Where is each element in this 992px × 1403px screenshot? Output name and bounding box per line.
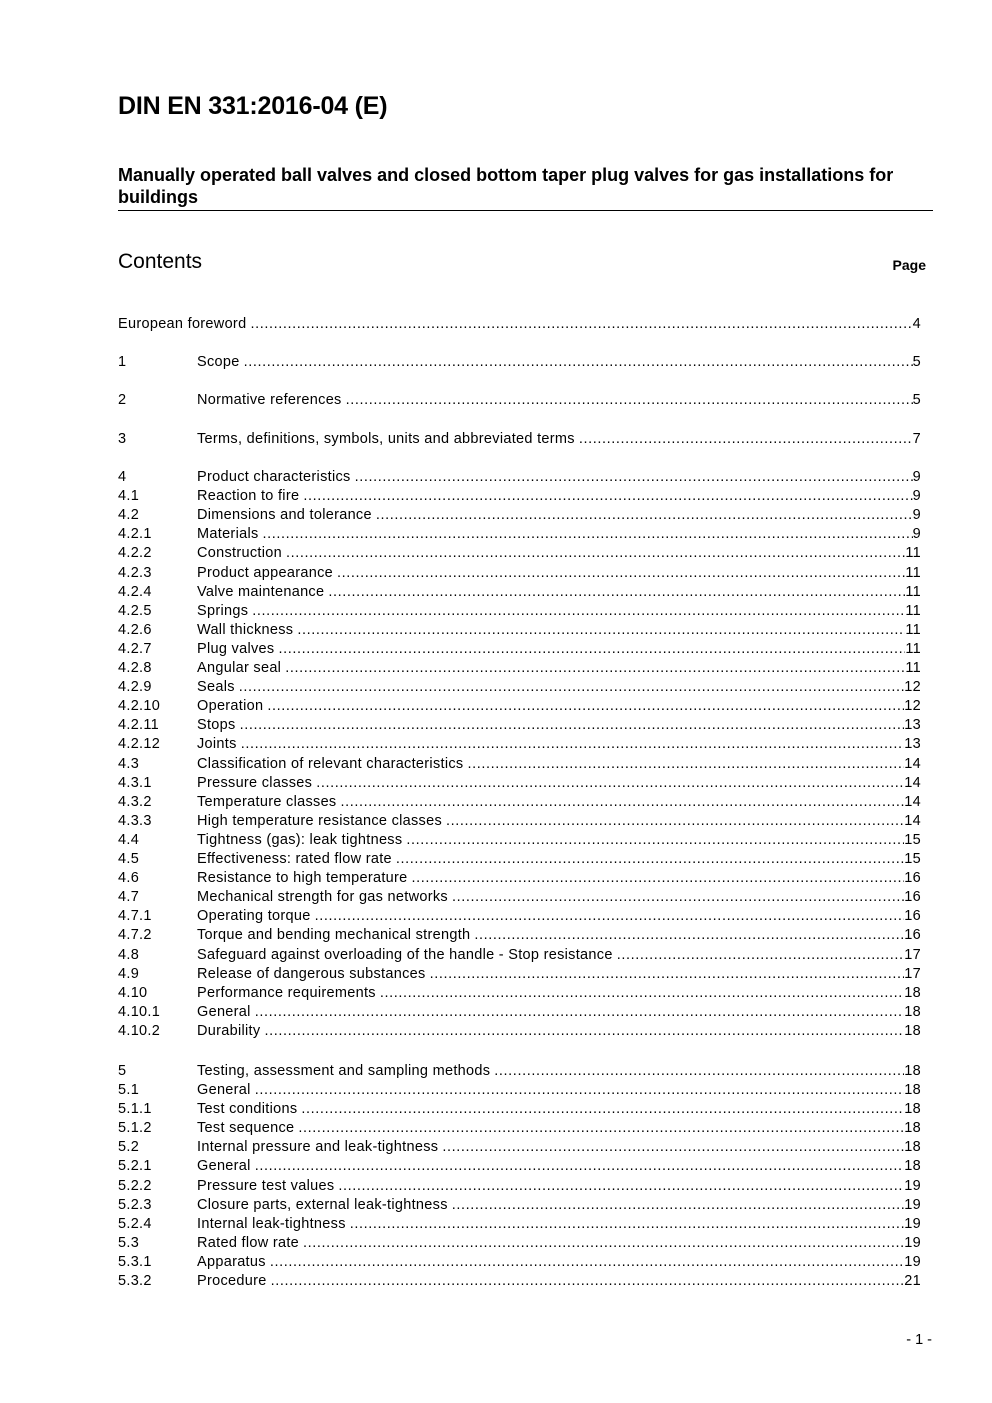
- toc-entry[interactable]: [118, 755, 921, 774]
- toc-dot-leader: [430, 965, 905, 984]
- toc-entry[interactable]: [118, 564, 921, 583]
- toc-entry-title: Safeguard against overloading of the handle - Stop resistance: [197, 947, 613, 963]
- toc-entry-number: 5.1: [118, 1082, 140, 1098]
- toc-entry-title: Internal pressure and leak-tightness: [197, 1139, 439, 1155]
- toc-entry-page: 11: [905, 584, 921, 600]
- toc-entry-number: 4.2.4: [118, 584, 152, 600]
- toc-entry-title: Performance requirements: [197, 985, 376, 1001]
- toc-entry[interactable]: [118, 946, 921, 965]
- toc-entry-number: 4.10.1: [118, 1004, 161, 1020]
- toc-entry-page: 5: [912, 392, 921, 408]
- toc-entry-number: 4.2.11: [118, 717, 160, 733]
- toc-entry-title: Torque and bending mechanical strength: [197, 927, 471, 943]
- toc-entry-title: Normative references: [197, 392, 342, 408]
- toc-entry-title: Mechanical strength for gas networks: [197, 889, 448, 905]
- toc-entry-number: 1: [118, 354, 127, 370]
- toc-entry[interactable]: [118, 468, 921, 487]
- toc-entry-page: 18: [904, 1139, 921, 1155]
- toc-dot-leader: [239, 678, 904, 697]
- toc-entry[interactable]: [118, 697, 921, 716]
- toc-entry-number: 4.2.1: [118, 526, 152, 542]
- toc-entry-title: Pressure classes: [197, 775, 313, 791]
- toc-entry-page: 16: [904, 927, 921, 943]
- toc-entry-title: Test sequence: [197, 1120, 295, 1136]
- toc-entry[interactable]: [118, 1272, 921, 1291]
- toc-entry-page: 18: [904, 1063, 921, 1079]
- toc-dot-leader: [250, 315, 912, 334]
- toc-entry-title: Wall thickness: [197, 622, 294, 638]
- toc-entry-page: 13: [904, 736, 921, 752]
- toc-entry[interactable]: [118, 1177, 921, 1196]
- toc-dot-leader: [278, 640, 905, 659]
- toc-entry[interactable]: [118, 831, 921, 850]
- toc-entry-page: 11: [905, 565, 921, 581]
- page-column-heading: Page: [892, 257, 926, 273]
- toc-dot-leader: [255, 1081, 905, 1100]
- toc-entry[interactable]: [118, 621, 921, 640]
- toc-entry-title: Classification of relevant characteristics: [197, 756, 464, 772]
- toc-entry-number: 4.3.1: [118, 775, 152, 791]
- toc-entry-number: 4.2.7: [118, 641, 152, 657]
- toc-dot-leader: [412, 869, 905, 888]
- toc-entry-title: Operating torque: [197, 908, 311, 924]
- toc-entry[interactable]: [118, 1022, 921, 1041]
- toc-dot-leader: [270, 1253, 904, 1272]
- toc-entry-title: General: [197, 1004, 251, 1020]
- toc-entry-page: 18: [904, 1004, 921, 1020]
- toc-entry-number: 4.2: [118, 507, 140, 523]
- toc-entry-page: 14: [904, 775, 921, 791]
- toc-entry-page: 18: [904, 1023, 921, 1039]
- toc-dot-leader: [350, 1215, 905, 1234]
- page-number: - 1 -: [906, 1332, 932, 1348]
- toc-dot-leader: [267, 697, 904, 716]
- toc-entry[interactable]: [118, 1003, 921, 1022]
- toc-entry-number: 4.3.2: [118, 794, 152, 810]
- toc-entry-page: 5: [912, 354, 921, 370]
- toc-entry-number: 5.2.4: [118, 1216, 152, 1232]
- toc-dot-leader: [346, 391, 913, 410]
- toc-entry[interactable]: [118, 315, 921, 334]
- toc-entry[interactable]: [118, 544, 921, 563]
- toc-entry-page: 16: [904, 870, 921, 886]
- toc-dot-leader: [255, 1157, 905, 1176]
- toc-entry-title: Rated flow rate: [197, 1235, 300, 1251]
- title-underline-rule: [118, 210, 933, 211]
- toc-entry-title: Stops: [197, 717, 236, 733]
- toc-entry-title: Test conditions: [197, 1101, 298, 1117]
- toc-entry-number: 4.1: [118, 488, 140, 504]
- toc-entry-page: 9: [912, 507, 921, 523]
- toc-entry-title: General: [197, 1082, 251, 1098]
- toc-entry[interactable]: [118, 506, 921, 525]
- toc-entry-number: 4.7: [118, 889, 140, 905]
- toc-entry-title: Resistance to high temperature: [197, 870, 408, 886]
- toc-entry-number: 5.3.2: [118, 1273, 152, 1289]
- toc-entry-title: Temperature classes: [197, 794, 337, 810]
- toc-entry[interactable]: [118, 1081, 921, 1100]
- toc-dot-leader: [617, 946, 905, 965]
- toc-dot-leader: [380, 984, 904, 1003]
- toc-entry-page: 9: [912, 469, 921, 485]
- toc-entry[interactable]: [118, 1138, 921, 1157]
- toc-entry-title: European foreword: [118, 316, 247, 332]
- toc-entry[interactable]: [118, 602, 921, 621]
- toc-entry-number: 4.2.5: [118, 603, 152, 619]
- toc-entry-page: 17: [904, 966, 921, 982]
- toc-dot-leader: [241, 735, 905, 754]
- toc-entry-title: Scope: [197, 354, 240, 370]
- toc-entry[interactable]: [118, 487, 921, 506]
- toc-entry-title: Pressure test values: [197, 1178, 335, 1194]
- toc-entry-title: Reaction to fire: [197, 488, 300, 504]
- toc-entry-page: 14: [904, 756, 921, 772]
- toc-dot-leader: [579, 430, 913, 449]
- toc-dot-leader: [467, 755, 904, 774]
- toc-entry-number: 4.7.1: [118, 908, 152, 924]
- toc-dot-leader: [452, 1196, 905, 1215]
- toc-entry[interactable]: [118, 678, 921, 697]
- toc-entry[interactable]: [118, 659, 921, 678]
- toc-entry-title: Effectiveness: rated flow rate: [197, 851, 392, 867]
- toc-entry-page: 9: [912, 526, 921, 542]
- toc-entry[interactable]: [118, 430, 921, 449]
- toc-dot-leader: [446, 812, 904, 831]
- toc-dot-leader: [338, 1177, 904, 1196]
- toc-dot-leader: [244, 353, 913, 372]
- toc-entry-page: 15: [904, 832, 921, 848]
- toc-entry-number: 4.5: [118, 851, 140, 867]
- toc-dot-leader: [316, 774, 904, 793]
- toc-entry-page: 19: [904, 1254, 921, 1270]
- toc-entry-page: 15: [904, 851, 921, 867]
- toc-entry[interactable]: [118, 793, 921, 812]
- toc-entry-title: Plug valves: [197, 641, 275, 657]
- toc-entry-title: Materials: [197, 526, 259, 542]
- toc-entry-page: 11: [905, 660, 921, 676]
- toc-entry[interactable]: [118, 850, 921, 869]
- toc-entry-number: 4.3.3: [118, 813, 152, 829]
- toc-entry-page: 16: [904, 889, 921, 905]
- toc-entry-number: 4.2.8: [118, 660, 152, 676]
- toc-entry-title: Procedure: [197, 1273, 267, 1289]
- toc-entry[interactable]: [118, 353, 921, 372]
- toc-entry-number: 4.10.2: [118, 1023, 161, 1039]
- toc-dot-leader: [328, 583, 905, 602]
- toc-entry-number: 4.2.10: [118, 698, 161, 714]
- toc-entry-title: Durability: [197, 1023, 261, 1039]
- toc-dot-leader: [297, 621, 905, 640]
- contents-heading: Contents: [118, 250, 203, 273]
- toc-dot-leader: [406, 831, 904, 850]
- toc-dot-leader: [340, 793, 904, 812]
- toc-entry-page: 11: [905, 545, 921, 561]
- toc-entry-page: 14: [904, 794, 921, 810]
- toc-entry[interactable]: [118, 640, 921, 659]
- toc-entry-number: 4.2.3: [118, 565, 152, 581]
- toc-entry[interactable]: [118, 1100, 921, 1119]
- toc-dot-leader: [494, 1062, 904, 1081]
- toc-entry-title: Product appearance: [197, 565, 333, 581]
- toc-entry-title: Internal leak-tightness: [197, 1216, 346, 1232]
- toc-dot-leader: [240, 716, 905, 735]
- toc-dot-leader: [355, 468, 913, 487]
- toc-entry-page: 11: [905, 641, 921, 657]
- toc-entry-number: 5: [118, 1063, 127, 1079]
- toc-entry-number: 4.10: [118, 985, 148, 1001]
- toc-entry-title: Operation: [197, 698, 264, 714]
- toc-entry-number: 4: [118, 469, 127, 485]
- toc-entry-page: 18: [904, 1158, 921, 1174]
- toc-dot-leader: [271, 1272, 905, 1291]
- toc-entry[interactable]: [118, 869, 921, 888]
- toc-entry[interactable]: [118, 1196, 921, 1215]
- toc-entry-page: 7: [912, 431, 921, 447]
- document-id: DIN EN 331:2016-04 (E): [118, 92, 388, 120]
- toc-dot-leader: [315, 907, 905, 926]
- toc-dot-leader: [474, 926, 904, 945]
- toc-dot-leader: [301, 1100, 904, 1119]
- toc-entry-title: Apparatus: [197, 1254, 266, 1270]
- document-title: Manually operated ball valves and closed bottom taper plug valves for gas installations for buildings: [118, 165, 894, 207]
- toc-dot-leader: [263, 525, 913, 544]
- toc-entry-number: 2: [118, 392, 127, 408]
- toc-entry-page: 16: [904, 908, 921, 924]
- toc-entry[interactable]: [118, 525, 921, 544]
- toc-entry-number: 5.2.1: [118, 1158, 152, 1174]
- toc-entry[interactable]: [118, 1062, 921, 1081]
- toc-entry[interactable]: [118, 1157, 921, 1176]
- toc-entry[interactable]: [118, 716, 921, 735]
- toc-entry-page: 18: [904, 1101, 921, 1117]
- toc-dot-leader: [252, 602, 905, 621]
- toc-dot-leader: [396, 850, 904, 869]
- toc-entry[interactable]: [118, 774, 921, 793]
- toc-entry[interactable]: [118, 965, 921, 984]
- toc-entry[interactable]: [118, 735, 921, 754]
- toc-entry[interactable]: [118, 907, 921, 926]
- toc-entry[interactable]: [118, 583, 921, 602]
- toc-entry-number: 4.9: [118, 966, 140, 982]
- toc-entry-title: Dimensions and tolerance: [197, 507, 372, 523]
- toc-entry-number: 4.2.2: [118, 545, 152, 561]
- toc-entry[interactable]: [118, 812, 921, 831]
- toc-entry-page: 4: [912, 316, 921, 332]
- toc-entry-number: 5.2: [118, 1139, 140, 1155]
- toc-entry-page: 11: [905, 603, 921, 619]
- toc-dot-leader: [442, 1138, 904, 1157]
- toc-entry-number: 5.3.1: [118, 1254, 152, 1270]
- toc-entry-title: Testing, assessment and sampling methods: [197, 1063, 491, 1079]
- toc-entry-page: 17: [904, 947, 921, 963]
- toc-entry-number: 5.1.2: [118, 1120, 152, 1136]
- toc-entry[interactable]: [118, 926, 921, 945]
- toc-entry-title: Seals: [197, 679, 235, 695]
- toc-entry-title: Valve maintenance: [197, 584, 325, 600]
- toc-entry-number: 4.2.9: [118, 679, 152, 695]
- toc-entry[interactable]: [118, 1215, 921, 1234]
- toc-entry-number: 5.1.1: [118, 1101, 152, 1117]
- toc-entry-page: 19: [904, 1235, 921, 1251]
- toc-entry-page: 19: [904, 1197, 921, 1213]
- toc-entry-page: 11: [905, 622, 921, 638]
- toc-dot-leader: [303, 1234, 904, 1253]
- toc-entry[interactable]: [118, 984, 921, 1003]
- toc-entry-number: 5.2.3: [118, 1197, 152, 1213]
- toc-entry-number: 4.4: [118, 832, 140, 848]
- toc-entry[interactable]: [118, 391, 921, 410]
- toc-entry-title: Release of dangerous substances: [197, 966, 426, 982]
- toc-dot-leader: [264, 1022, 904, 1041]
- toc-entry[interactable]: [118, 1253, 921, 1272]
- toc-entry-title: Terms, definitions, symbols, units and abbreviated terms: [197, 431, 575, 447]
- toc-entry-page: 21: [904, 1273, 921, 1289]
- toc-entry[interactable]: [118, 1234, 921, 1253]
- toc-entry-page: 9: [912, 488, 921, 504]
- toc-entry-number: 4.2.12: [118, 736, 161, 752]
- toc-entry-page: 18: [904, 985, 921, 1001]
- toc-entry-number: 4.6: [118, 870, 140, 886]
- toc-entry-title: Tightness (gas): leak tightness: [197, 832, 403, 848]
- toc-entry-title: Springs: [197, 603, 249, 619]
- toc-dot-leader: [285, 659, 905, 678]
- toc-dot-leader: [286, 544, 905, 563]
- toc-dot-leader: [337, 564, 905, 583]
- toc-entry-page: 14: [904, 813, 921, 829]
- toc-entry-title: General: [197, 1158, 251, 1174]
- toc-entry[interactable]: [118, 1119, 921, 1138]
- toc-entry-page: 19: [904, 1216, 921, 1232]
- toc-entry-page: 18: [904, 1082, 921, 1098]
- toc-entry-number: 5.2.2: [118, 1178, 152, 1194]
- toc-entry-page: 19: [904, 1178, 921, 1194]
- toc-entry-number: 4.3: [118, 756, 140, 772]
- toc-dot-leader: [255, 1003, 905, 1022]
- toc-entry-page: 12: [904, 698, 921, 714]
- toc-entry-number: 5.3: [118, 1235, 140, 1251]
- toc-entry-title: Construction: [197, 545, 282, 561]
- toc-entry-number: 4.2.6: [118, 622, 152, 638]
- toc-dot-leader: [452, 888, 904, 907]
- toc-entry-page: 18: [904, 1120, 921, 1136]
- toc-entry-title: Angular seal: [197, 660, 282, 676]
- toc-entry-number: 4.7.2: [118, 927, 152, 943]
- toc-entry-title: Product characteristics: [197, 469, 351, 485]
- toc-dot-leader: [298, 1119, 904, 1138]
- toc-entry-title: Closure parts, external leak-tightness: [197, 1197, 448, 1213]
- toc-entry-title: High temperature resistance classes: [197, 813, 443, 829]
- toc-entry-page: 13: [904, 717, 921, 733]
- toc-entry-page: 12: [904, 679, 921, 695]
- toc-dot-leader: [376, 506, 913, 525]
- toc-entry-title: Joints: [197, 736, 237, 752]
- toc-entry-number: 4.8: [118, 947, 140, 963]
- toc-entry-number: 3: [118, 431, 127, 447]
- toc-entry[interactable]: [118, 888, 921, 907]
- toc-dot-leader: [303, 487, 912, 506]
